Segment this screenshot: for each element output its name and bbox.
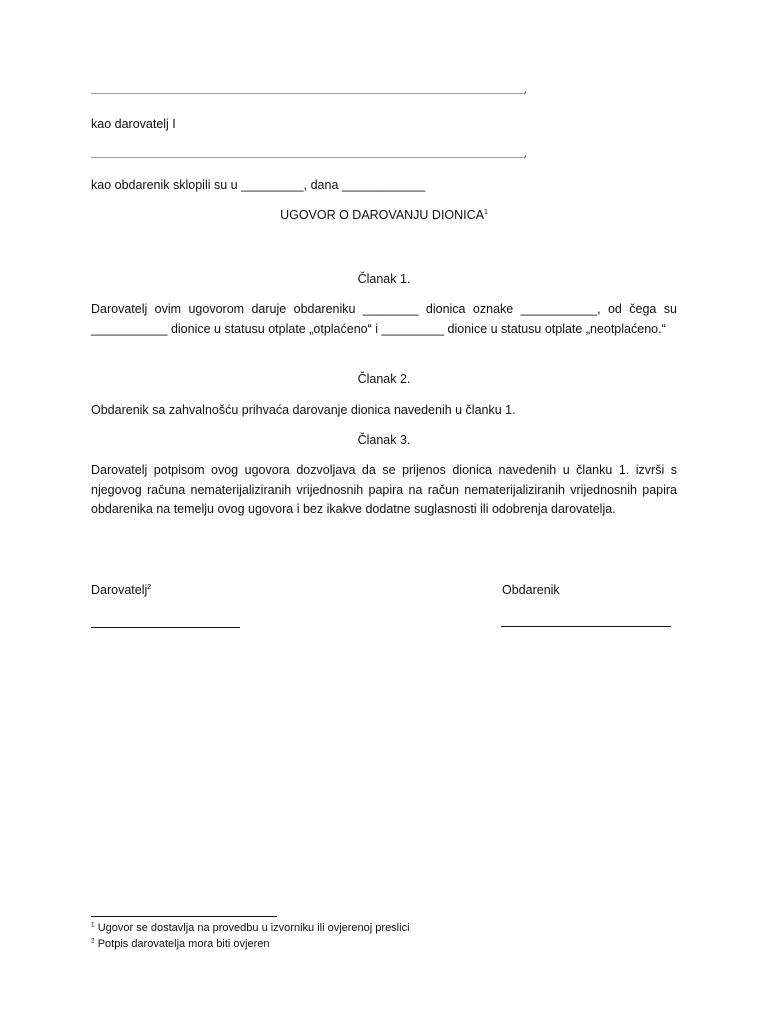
donor-name-blank-comma: , — [523, 86, 528, 96]
donor-signature-line — [91, 627, 240, 628]
title-footnote-ref: 1 — [484, 208, 488, 216]
donor-name-blank — [91, 86, 659, 100]
recipient-name-blank-line: ________________________________________________________________________________ — [91, 150, 524, 161]
document-title-text: UGOVOR O DAROVANJU DIONICA — [280, 208, 485, 222]
recipient-name-blank-comma: , — [523, 150, 528, 160]
footnote-separator — [91, 916, 277, 917]
donor-name-blank-line: ________________________________________________________________________________ — [91, 86, 524, 97]
article-1-heading: Članak 1. — [357, 272, 411, 286]
donor-signature-label — [91, 583, 151, 597]
recipient-signature-line — [501, 626, 671, 627]
contract-intro: kao obdarenik sklopili su u _________, dana ____________ — [91, 178, 426, 192]
footnote-1-number: 1 — [91, 921, 95, 929]
footnote-2 — [91, 938, 270, 950]
donor-role: kao darovatelj I — [91, 117, 176, 131]
article-1-text: Darovatelj ovim ugovorom daruje obdareniku ________ dionica oznake ___________, od čega su ___________ dionice u statusu otplate „otplaćeno“ i _________ dionice u statusu otplate „neotplaćeno.“ — [91, 302, 677, 336]
recipient-name-blank — [91, 150, 653, 164]
article-3-heading: Članak 3. — [357, 433, 411, 447]
recipient-signature-label: Obdarenik — [502, 583, 560, 597]
donor-footnote-ref: 2 — [147, 583, 152, 591]
footnote-1-text: Ugovor se dostavlja na provedbu u izvorniku ili ovjerenoj preslici — [97, 922, 410, 934]
article-3-text: Darovatelj potpisom ovog ugovora dozvoljava da se prijenos dionica navedenih u članku 1. izvrši s njegovog računa nematerijaliziranih vrijednosnih papira na račun nematerijaliziranih vrijednosnih papira obdarenika na temelju ovog ugovora i bez ikakve dodatne suglasnosti ili odobrenja darovatelja. — [91, 463, 677, 516]
document-title — [91, 208, 677, 222]
donor-signature-label-text: Darovatelj — [91, 583, 148, 597]
footnote-2-text: Potpis darovatelja mora biti ovjeren — [97, 938, 270, 950]
article-2-text: Obdarenik sa zahvalnošću prihvaća darovanje dionica navedenih u članku 1. — [91, 403, 516, 417]
footnote-2-number: 2 — [91, 937, 95, 945]
footnote-1 — [91, 922, 410, 934]
article-2-heading: Članak 2. — [357, 372, 411, 386]
